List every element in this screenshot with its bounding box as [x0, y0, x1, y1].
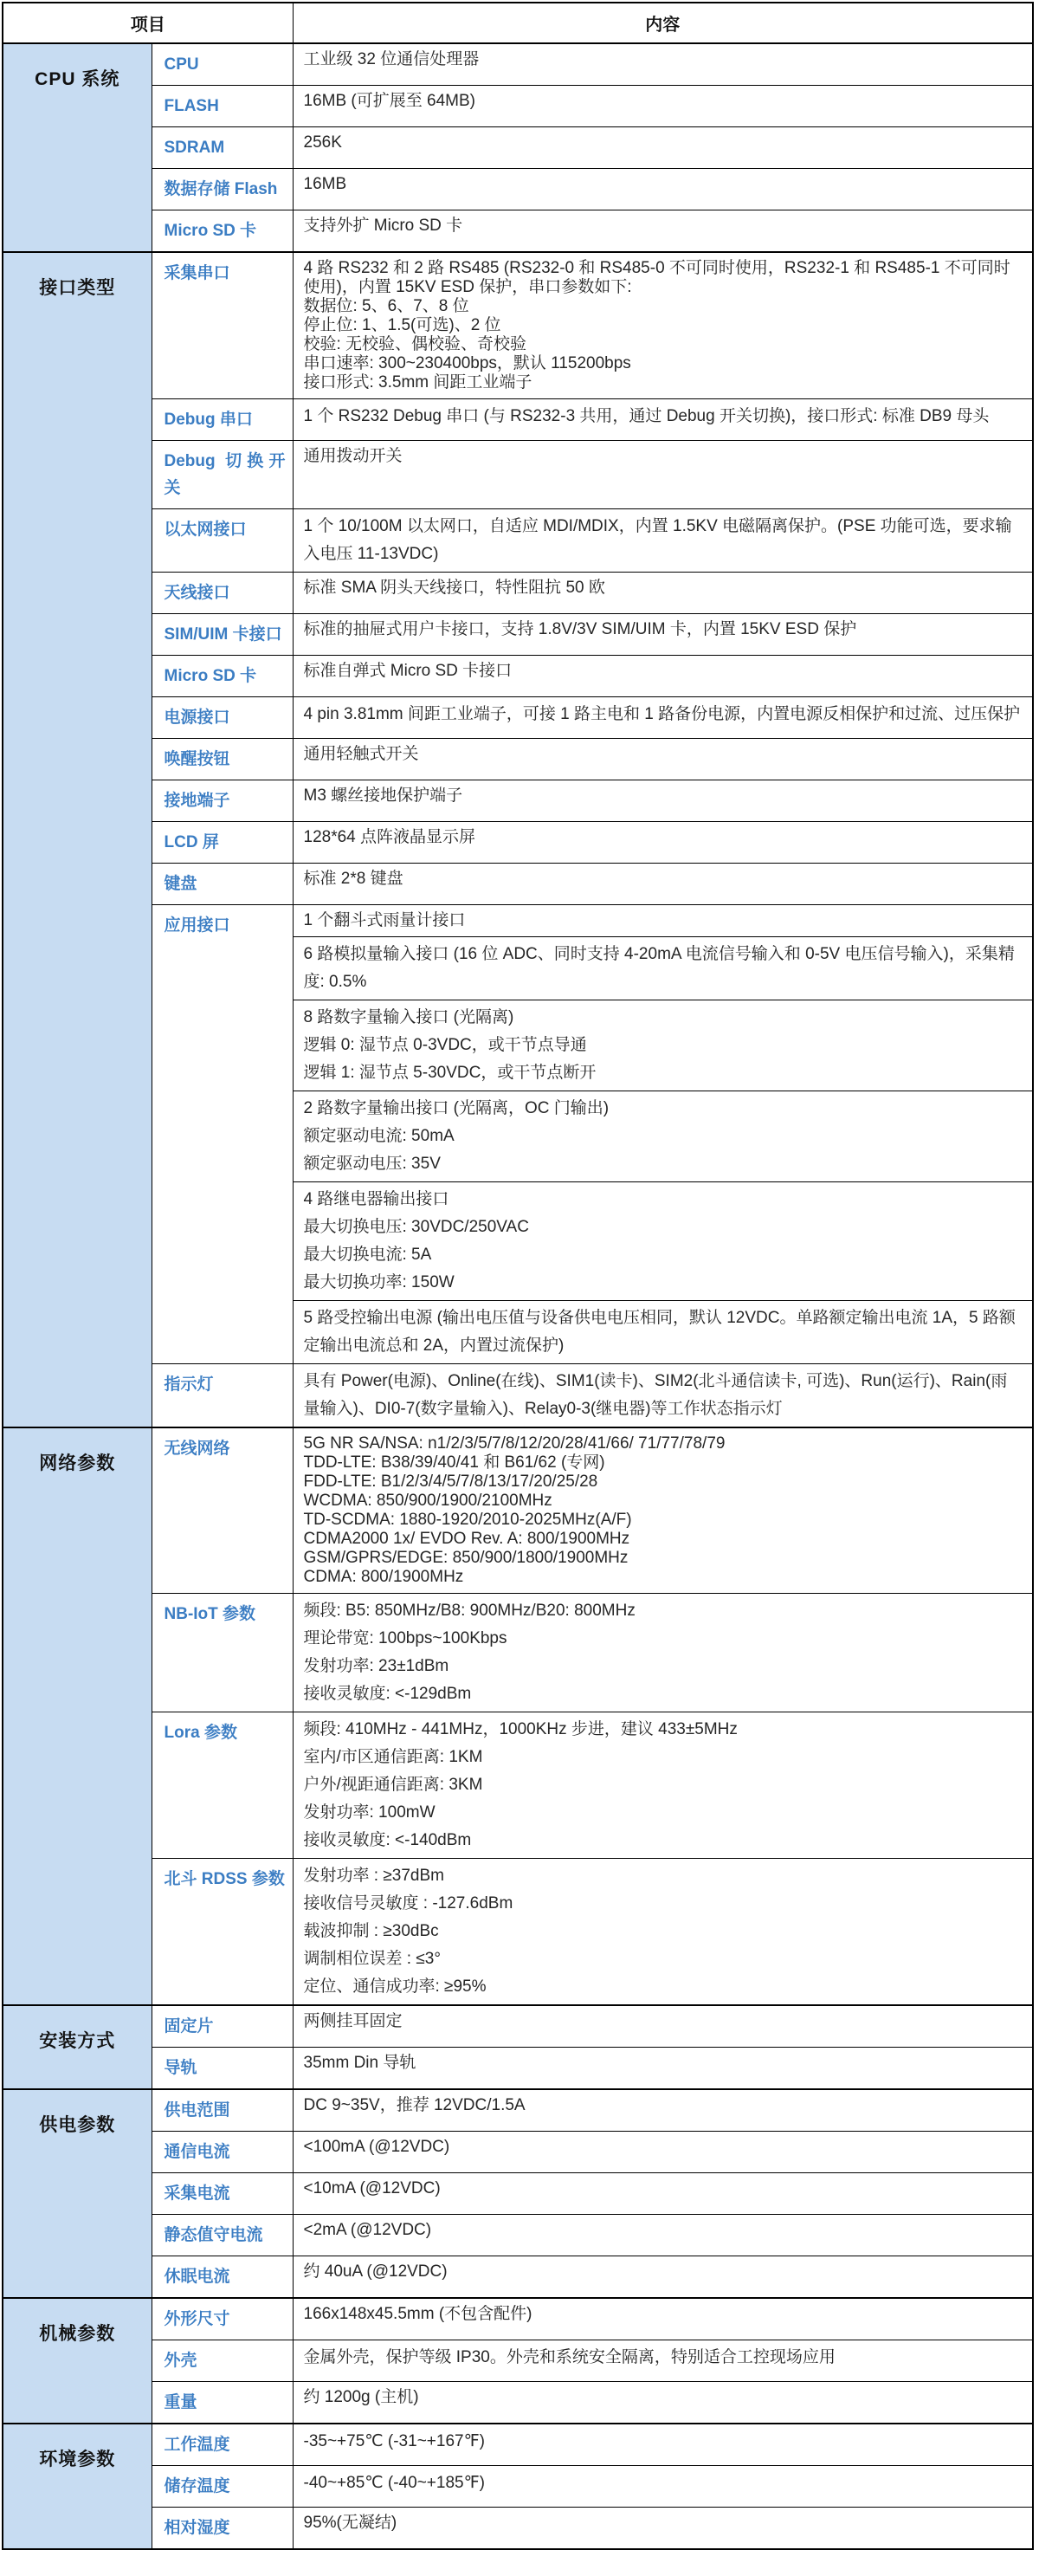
- spec-value-line: 发射功率: 100mW: [303, 1803, 436, 1822]
- spec-value: [293, 399, 1033, 441]
- category-cell: 机械参数: [3, 2298, 152, 2424]
- spec-row: [3, 656, 1033, 697]
- spec-label: 通信电流: [152, 2132, 293, 2173]
- spec-label: 数据存储 Flash: [152, 169, 293, 210]
- spec-value-line: 频段: 410MHz - 441MHz，1000KHz 步进，建议 433±5MHz: [303, 1720, 738, 1738]
- category-cell: 环境参数: [3, 2424, 152, 2549]
- spec-row: [3, 43, 1033, 86]
- column-header-content: 内容: [293, 3, 1033, 43]
- column-header-item: 项目: [3, 3, 293, 43]
- spec-value-line: 金属外壳，保护等级 IP30。外壳和系统安全隔离，特别适合工控现场应用: [303, 2348, 836, 2366]
- spec-label: 休眠电流: [152, 2256, 293, 2299]
- spec-value-line: 1 个翻斗式雨量计接口: [303, 911, 466, 929]
- header-row: [3, 3, 1033, 43]
- category-cell: 网络参数: [3, 1427, 152, 2005]
- spec-row: [3, 399, 1033, 441]
- spec-value: [293, 86, 1033, 127]
- spec-row: [3, 780, 1033, 822]
- spec-value-line: 通用轻触式开关: [303, 745, 419, 763]
- spec-value-line: 校验: 无校验、偶校验、奇校验: [303, 335, 527, 353]
- spec-value-line: 最大切换电压: 30VDC/250VAC: [303, 1218, 529, 1236]
- spec-value-line: 额定驱动电流: 50mA: [303, 1127, 455, 1145]
- spec-label: 电源接口: [152, 697, 293, 739]
- spec-value: [293, 169, 1033, 210]
- spec-label: 接地端子: [152, 780, 293, 822]
- spec-label: 键盘: [152, 864, 293, 905]
- spec-table-body: [3, 43, 1033, 2549]
- spec-value-line: 最大切换电流: 5A: [303, 1246, 432, 1264]
- spec-value-line: 标准自弹式 Micro SD 卡接口: [303, 662, 513, 680]
- spec-value-line: 载波抑制 : ≥30dBc: [303, 1922, 439, 1940]
- spec-value: [293, 905, 1033, 937]
- spec-value-line: 理论带宽: 100bps~100Kbps: [303, 1629, 507, 1647]
- spec-value: [293, 573, 1033, 614]
- spec-value-line: 1 个 10/100M 以太网口，自适应 MDI/MDIX，内置 1.5KV 电磁隔离保护。(PSE 功能可选，要求输入电压 11-13VDC): [303, 517, 1012, 563]
- spec-label: 北斗 RDSS 参数: [152, 1859, 293, 2006]
- spec-value-line: 接收灵敏度: <-129dBm: [303, 1685, 472, 1703]
- spec-value-line: 1 个 RS232 Debug 串口 (与 RS232-3 共用，通过 Debug 开关切换)，接口形式: 标准 DB9 母头: [303, 407, 990, 425]
- spec-value: [293, 210, 1033, 253]
- spec-row: [3, 1594, 1033, 1712]
- spec-label: 天线接口: [152, 573, 293, 614]
- spec-value-line: 定位、通信成功率: ≥95%: [303, 1977, 487, 1996]
- spec-value-line: TDD-LTE: B38/39/40/41 和 B61/62 (专网): [303, 1453, 605, 1472]
- spec-label: 以太网接口: [152, 509, 293, 573]
- spec-value-line: 约 40uA (@12VDC): [303, 2262, 448, 2281]
- spec-value-line: 4 pin 3.81mm 间距工业端子，可接 1 路主电和 1 路备份电源，内置电源反相保护和过流、过压保护: [303, 705, 1021, 723]
- spec-value-line: TD-SCDMA: 1880-1920/2010-2025MHz(A/F): [303, 1511, 632, 1529]
- spec-table: [2, 2, 1034, 2550]
- spec-value-line: 数据位: 5、6、7、8 位: [303, 297, 469, 315]
- spec-value: [293, 1182, 1033, 1301]
- spec-value-line: 发射功率: 23±1dBm: [303, 1657, 449, 1675]
- spec-value-line: FDD-LTE: B1/2/3/4/5/7/8/13/17/20/25/28: [303, 1472, 598, 1491]
- spec-value: [293, 2256, 1033, 2299]
- spec-label: SIM/UIM 卡接口: [152, 614, 293, 656]
- spec-value-line: 约 1200g (主机): [303, 2388, 419, 2406]
- category-cell: 安装方式: [3, 2005, 152, 2089]
- spec-label: FLASH: [152, 86, 293, 127]
- spec-value-line: 工业级 32 位通信处理器: [303, 50, 480, 68]
- spec-label: 导轨: [152, 2048, 293, 2090]
- spec-value-line: 支持外扩 Micro SD 卡: [303, 217, 463, 235]
- spec-value-line: <100mA (@12VDC): [303, 2138, 450, 2156]
- spec-value: [293, 1859, 1033, 2006]
- spec-row: [3, 614, 1033, 656]
- spec-label: NB-IoT 参数: [152, 1594, 293, 1712]
- spec-value-line: 166x148x45.5mm (不包含配件): [303, 2305, 532, 2323]
- spec-value: [293, 509, 1033, 573]
- spec-row: [3, 1859, 1033, 2006]
- spec-value-line: 35mm Din 导轨: [303, 2054, 416, 2072]
- spec-value: [293, 2048, 1033, 2090]
- spec-row: [3, 509, 1033, 573]
- spec-value-line: 接收信号灵敏度 : -127.6dBm: [303, 1894, 513, 1913]
- spec-label: 指示灯: [152, 1364, 293, 1428]
- spec-value: [293, 252, 1033, 399]
- spec-label: 静态值守电流: [152, 2215, 293, 2256]
- spec-label: 采集串口: [152, 252, 293, 399]
- spec-row: [3, 86, 1033, 127]
- spec-row: [3, 739, 1033, 780]
- spec-value: [293, 2215, 1033, 2256]
- spec-label: LCD 屏: [152, 822, 293, 864]
- spec-value: [293, 739, 1033, 780]
- spec-row: [3, 2508, 1033, 2550]
- spec-value-line: WCDMA: 850/900/1900/2100MHz: [303, 1492, 552, 1510]
- spec-row: [3, 1712, 1033, 1859]
- spec-value: [293, 2005, 1033, 2048]
- spec-label: 储存温度: [152, 2466, 293, 2508]
- spec-value-line: 额定驱动电压: 35V: [303, 1155, 441, 1173]
- spec-value: [293, 1712, 1033, 1859]
- spec-label: 重量: [152, 2382, 293, 2424]
- spec-value-line: 标准 SMA 阴头天线接口，特性阻抗 50 欧: [303, 579, 605, 597]
- spec-value-line: 最大切换功率: 150W: [303, 1273, 455, 1291]
- spec-value: [293, 2089, 1033, 2132]
- spec-row: [3, 2466, 1033, 2508]
- spec-value-line: GSM/GPRS/EDGE: 850/900/1800/1900MHz: [303, 1549, 629, 1567]
- spec-row: [3, 2132, 1033, 2173]
- spec-value-line: 8 路数字量输入接口 (光隔离): [303, 1008, 514, 1026]
- spec-row: [3, 1427, 1033, 1594]
- spec-value-line: 128*64 点阵液晶显示屏: [303, 828, 476, 846]
- spec-row: [3, 1364, 1033, 1428]
- spec-value-line: 256K: [303, 133, 342, 152]
- spec-value-line: 户外/视距通信距离: 3KM: [303, 1776, 483, 1794]
- spec-label: 唤醒按钮: [152, 739, 293, 780]
- category-cell: CPU 系统: [3, 43, 152, 252]
- spec-label: 采集电流: [152, 2173, 293, 2215]
- spec-label: SDRAM: [152, 127, 293, 169]
- spec-row: [3, 864, 1033, 905]
- spec-row: [3, 2048, 1033, 2090]
- spec-value-line: 调制相位误差 : ≤3°: [303, 1950, 441, 1968]
- spec-label: 相对湿度: [152, 2508, 293, 2550]
- spec-value: [293, 2340, 1033, 2382]
- spec-value-line: 95%(无凝结): [303, 2514, 397, 2532]
- spec-label: 应用接口: [152, 905, 293, 1364]
- spec-label: 工作温度: [152, 2424, 293, 2466]
- spec-value-line: 2 路数字量输出接口 (光隔离，OC 门输出): [303, 1099, 610, 1117]
- spec-value-line: 5G NR SA/NSA: n1/2/3/5/7/8/12/20/28/41/66/ 71/77/78/79: [303, 1434, 726, 1453]
- spec-label: Debug 切换开关: [152, 441, 293, 509]
- spec-value-line: CDMA2000 1x/ EVDO Rev. A: 800/1900MHz: [303, 1530, 630, 1548]
- spec-label: CPU: [152, 43, 293, 86]
- spec-value-line: 停止位: 1、1.5(可选)、2 位: [303, 316, 501, 334]
- spec-value: [293, 1301, 1033, 1364]
- spec-value: [293, 2424, 1033, 2466]
- spec-row: [3, 127, 1033, 169]
- spec-value: [293, 937, 1033, 1000]
- spec-value: [293, 2466, 1033, 2508]
- spec-row: [3, 905, 1033, 937]
- spec-value-line: 逻辑 1: 湿节点 5-30VDC，或干节点断开: [303, 1064, 597, 1082]
- spec-value: [293, 697, 1033, 739]
- spec-label: 供电范围: [152, 2089, 293, 2132]
- spec-value: [293, 43, 1033, 86]
- spec-label: 固定片: [152, 2005, 293, 2048]
- spec-row: [3, 252, 1033, 399]
- spec-value: [293, 656, 1033, 697]
- spec-label: 无线网络: [152, 1427, 293, 1594]
- spec-label: Micro SD 卡: [152, 210, 293, 253]
- spec-value: [293, 1427, 1033, 1594]
- spec-value: [293, 2382, 1033, 2424]
- spec-value-line: 接收灵敏度: <-140dBm: [303, 1831, 472, 1849]
- spec-value: [293, 1594, 1033, 1712]
- spec-value-line: 通用拨动开关: [303, 447, 403, 465]
- spec-row: [3, 2173, 1033, 2215]
- spec-row: [3, 2005, 1033, 2048]
- spec-row: [3, 2382, 1033, 2424]
- spec-value-line: 6 路模拟量输入接口 (16 位 ADC、同时支持 4-20mA 电流信号输入和 0-5V 电压信号输入)，采集精度: 0.5%: [303, 945, 1015, 991]
- spec-row: [3, 573, 1033, 614]
- category-cell: 供电参数: [3, 2089, 152, 2298]
- spec-value-line: 4 路继电器输出接口: [303, 1190, 449, 1208]
- spec-row: [3, 441, 1033, 509]
- spec-value-line: 接口形式: 3.5mm 间距工业端子: [303, 373, 532, 392]
- spec-value-line: 逻辑 0: 湿节点 0-3VDC，或干节点导通: [303, 1036, 587, 1054]
- spec-value-line: 两侧挂耳固定: [303, 2012, 403, 2030]
- spec-row: [3, 697, 1033, 739]
- spec-value-line: DC 9~35V，推荐 12VDC/1.5A: [303, 2096, 526, 2114]
- spec-row: [3, 169, 1033, 210]
- spec-value: [293, 614, 1033, 656]
- spec-value-line: 16MB: [303, 175, 347, 193]
- spec-row: [3, 2424, 1033, 2466]
- spec-value-line: <2mA (@12VDC): [303, 2221, 432, 2239]
- spec-value-line: 标准 2*8 键盘: [303, 870, 403, 888]
- spec-value-line: 标准的抽屉式用户卡接口，支持 1.8V/3V SIM/UIM 卡，内置 15KV ESD 保护: [303, 620, 857, 638]
- spec-label: Debug 串口: [152, 399, 293, 441]
- spec-value-line: M3 螺丝接地保护端子: [303, 786, 463, 805]
- spec-row: [3, 2340, 1033, 2382]
- spec-value-line: -40~+85℃ (-40~+185℉): [303, 2474, 485, 2492]
- spec-row: [3, 2298, 1033, 2340]
- spec-value-line: CDMA: 800/1900MHz: [303, 1568, 464, 1586]
- category-cell: 接口类型: [3, 252, 152, 1427]
- spec-value-line: -35~+75℃ (-31~+167℉): [303, 2432, 485, 2450]
- spec-value: [293, 127, 1033, 169]
- spec-value-line: 室内/市区通信距离: 1KM: [303, 1748, 483, 1766]
- spec-value-line: 发射功率 : ≥37dBm: [303, 1867, 444, 1885]
- spec-label: 外形尺寸: [152, 2298, 293, 2340]
- spec-table-header: [3, 3, 1033, 43]
- spec-value: [293, 1364, 1033, 1428]
- spec-value: [293, 864, 1033, 905]
- spec-value: [293, 822, 1033, 864]
- spec-value-line: 串口速率: 300~230400bps，默认 115200bps: [303, 354, 631, 372]
- spec-value: [293, 441, 1033, 509]
- spec-value: [293, 1091, 1033, 1182]
- spec-value: [293, 2298, 1033, 2340]
- spec-row: [3, 2215, 1033, 2256]
- spec-value: [293, 2132, 1033, 2173]
- spec-value: [293, 2508, 1033, 2550]
- spec-value: [293, 780, 1033, 822]
- spec-row: [3, 210, 1033, 253]
- spec-row: [3, 2089, 1033, 2132]
- spec-value: [293, 1000, 1033, 1091]
- spec-value-line: 4 路 RS232 和 2 路 RS485 (RS232-0 和 RS485-0 不可同时使用，RS232-1 和 RS485-1 不可同时使用)，内置 15KV ESD 保护，串口参数如下:: [303, 259, 1010, 296]
- spec-row: [3, 2256, 1033, 2299]
- spec-value-line: <10mA (@12VDC): [303, 2179, 441, 2197]
- spec-value: [293, 2173, 1033, 2215]
- spec-label: Micro SD 卡: [152, 656, 293, 697]
- spec-value-line: 16MB (可扩展至 64MB): [303, 92, 475, 110]
- spec-value-line: 具有 Power(电源)、Online(在线)、SIM1(读卡)、SIM2(北斗通信读卡, 可选)、Run(运行)、Rain(雨量输入)、DI0-7(数字量输入)、Relay0-3(继电器)等工作状态指示灯: [303, 1372, 1008, 1418]
- spec-label: Lora 参数: [152, 1712, 293, 1859]
- spec-row: [3, 822, 1033, 864]
- spec-value-line: 频段: B5: 850MHz/B8: 900MHz/B20: 800MHz: [303, 1602, 636, 1620]
- spec-label: 外壳: [152, 2340, 293, 2382]
- spec-value-line: 5 路受控输出电源 (输出电压值与设备供电电压相同，默认 12VDC。单路额定输出电流 1A，5 路额定输出电流总和 2A，内置过流保护): [303, 1309, 1016, 1355]
